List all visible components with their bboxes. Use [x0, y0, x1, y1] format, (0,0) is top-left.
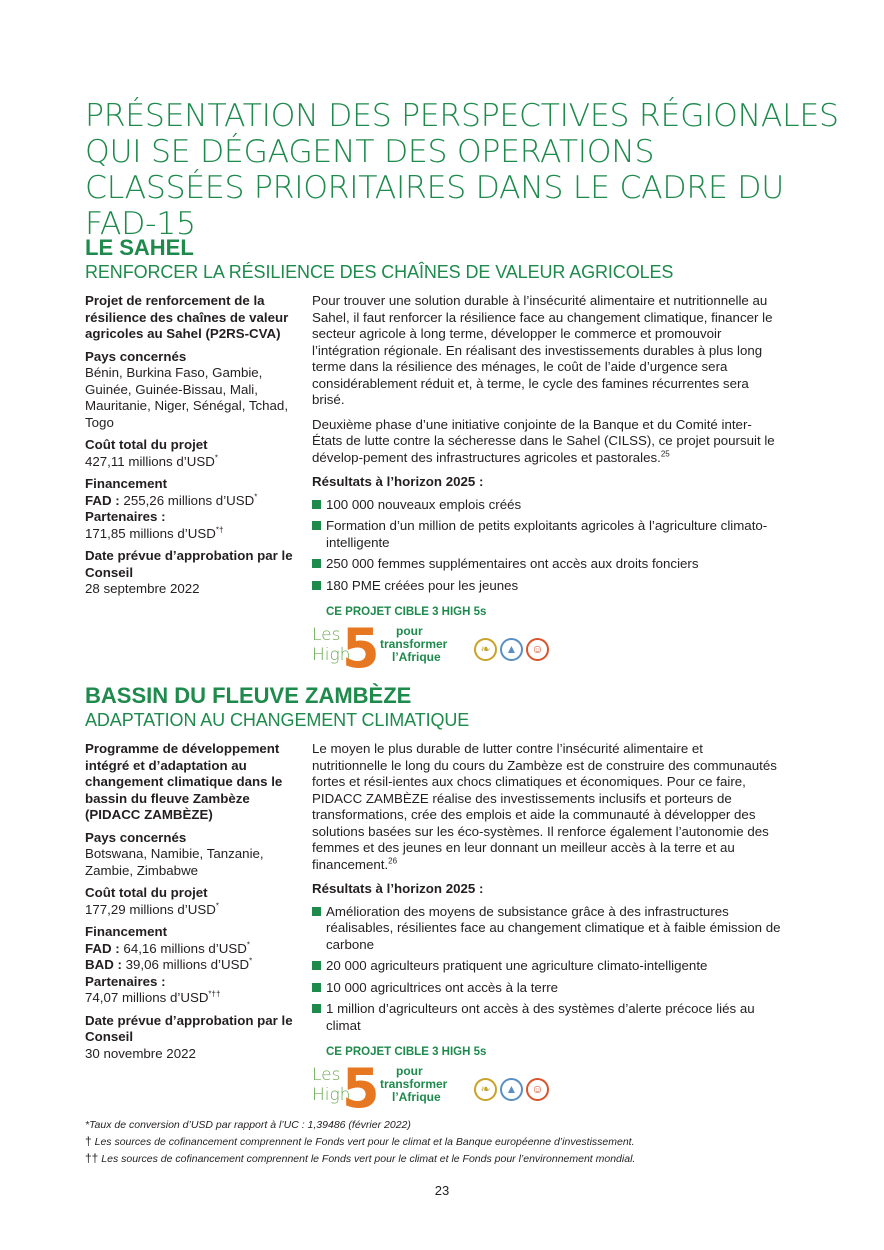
project-summary	[85, 741, 295, 1062]
logo-transformer: transformer	[380, 636, 448, 651]
bullet-square-icon	[312, 961, 321, 970]
footnote-ref-26: 26	[388, 856, 398, 866]
list-item	[312, 578, 782, 595]
partners-mark: *††	[208, 989, 221, 999]
page-title	[85, 98, 845, 242]
result-text: 250 000 femmes supplémentaires ont accès aux droits fonciers	[326, 556, 699, 571]
bullet-square-icon	[312, 983, 321, 992]
cost-value: 177,29 millions d’USD	[85, 901, 216, 917]
bullet-square-icon	[312, 1004, 321, 1013]
project-name: Programme de développement intégré et d’adaptation au changement climatique dans le bassin du fleuve Zambèze (PIDACC ZAMBÈZE)	[85, 741, 283, 822]
fad-mark: *	[246, 940, 250, 950]
high5-logo-row	[312, 616, 782, 680]
cost-row	[85, 902, 295, 919]
cost-label: Coût total du projet	[85, 437, 208, 452]
result-text: 180 PME créées pour les jeunes	[326, 577, 519, 593]
high5-logo	[312, 616, 460, 680]
cost-value: 427,11 millions d’USD	[85, 453, 215, 469]
section-subtitle: RENFORCER LA RÉSILIENCE DES CHAÎNES DE VALEUR AGRICOLES	[85, 262, 674, 282]
fad-row	[85, 493, 295, 510]
results-list	[312, 904, 782, 1035]
financing-label: Financement	[85, 924, 168, 939]
dagger-mark: †	[85, 1134, 92, 1148]
approval-label: Date prévue d’approbation par le Conseil	[85, 1012, 293, 1044]
high5-target-label: CE PROJET CIBLE 3 HIGH 5s	[326, 1046, 487, 1058]
section-sahel	[85, 235, 805, 680]
fad-label: FAD :	[85, 940, 120, 956]
double-dagger-mark: ††	[85, 1151, 99, 1165]
footnote-ref-25: 25	[660, 449, 670, 459]
countries-label: Pays concernés	[85, 348, 187, 364]
footnote-conversion: *Taux de conversion d’USD par rapport à l’UC : 1,39486 (février 2022)	[85, 1119, 411, 1131]
list-item	[312, 497, 782, 514]
partners-row	[85, 526, 295, 543]
bullet-square-icon	[312, 559, 321, 568]
logo-five: 5	[342, 616, 380, 680]
logo-high: High	[312, 1084, 351, 1105]
logo-transformer: transformer	[380, 1076, 448, 1091]
cost-label: Coût total du projet	[85, 885, 208, 900]
description-paragraph-1: Pour trouver une solution durable à l’insécurité alimentaire et nutritionnelle au Sahel, il faut renforcer la résilience face au changement climatique, financer le secteur agricole à long terme, développer le commerce et promouvoir l’intégration régionale. En réalisant des investissements durables à plus long terme dans la résilience des ménages, le coût de l’aide d’urgence sera considérablement réduit et, à terme, le cycle des famines récurrentes sera brisé.	[312, 293, 773, 407]
cost-mark: *	[215, 901, 219, 911]
footnote-double-dagger-text: Les sources de cofinancement comprennent le Fonds vert pour le climat et le Fonds pour l’environnement mondial.	[101, 1153, 636, 1165]
high5-logo-row	[312, 1056, 782, 1120]
project-summary	[85, 293, 295, 598]
mountain-icon: ▲	[500, 1078, 523, 1101]
footnote-double-dagger	[85, 1150, 805, 1167]
bullet-square-icon	[312, 500, 321, 509]
people-icon: ☺	[526, 638, 549, 661]
logo-les: Les	[312, 624, 341, 645]
logo-tagline	[380, 1065, 447, 1104]
section-title: BASSIN DU FLEUVE ZAMBÈZE	[85, 683, 412, 708]
partners-value: 74,07 millions d’USD	[85, 990, 209, 1005]
high5-icons	[474, 1078, 549, 1101]
high5-icons	[474, 638, 549, 661]
result-text: Amélioration des moyens de subsistance grâce à des infrastructures réalisables, résilientes face au changement climatique et à faible émission de carbone	[326, 903, 781, 952]
result-text: 100 000 nouveaux emplois créés	[326, 496, 522, 512]
partners-row	[85, 990, 295, 1007]
approval-date: 30 novembre 2022	[85, 1045, 196, 1061]
fad-mark: *	[254, 492, 258, 502]
approval-label: Date prévue d’approbation par le Conseil	[85, 548, 293, 580]
high5-logo	[312, 1056, 460, 1120]
bad-mark: *	[249, 956, 253, 966]
project-description	[312, 293, 782, 680]
section-title: LE SAHEL	[85, 235, 194, 260]
list-item	[312, 958, 782, 975]
page-title-line-3: CLASSÉES PRIORITAIRES DANS LE CADRE DU FAD-15	[85, 170, 784, 242]
countries-value: Bénin, Burkina Faso, Gambie, Guinée, Guinée-Bissau, Mali, Mauritanie, Niger, Sénégal, Tchad, Togo	[85, 365, 289, 430]
bullet-square-icon	[312, 581, 321, 590]
paragraph-1-text: Le moyen le plus durable de lutter contre l’insécurité alimentaire et nutritionnelle le long du cours du Zambèze est de construire des communautés fortes et résil-ientes aux chocs climatiques et économiques. Pour ce faire, PIDACC ZAMBÈZE réalise des investissements inclusifs et porteurs de transformations, crée des emplois et aide la communauté à développer des solutions basées sur les éco-systèmes. Il renforce également l’autonomie des femmes et des jeunes en leur donnant un meilleur accès à la terre et au financement.	[312, 741, 777, 872]
section-subtitle: ADAPTATION AU CHANGEMENT CLIMATIQUE	[85, 710, 470, 730]
logo-tagline	[380, 625, 447, 664]
logo-afrique: l’Afrique	[392, 649, 441, 664]
results-title: Résultats à l’horizon 2025 :	[312, 474, 484, 489]
list-item	[312, 518, 782, 551]
paragraph-2-text: Deuxième phase d’une initiative conjointe de la Banque et du Comité inter-États de lutte contre la sécheresse dans le Sahel (CILSS), ce projet poursuit le dévelop-pement des infrastructures agricoles et pastorales.	[312, 416, 775, 465]
result-text: Formation d’un million de petits exploitants agricoles à l’agriculture climato-intelligente	[326, 518, 768, 550]
fad-value: 64,16 millions d’USD	[123, 940, 247, 956]
project-description	[312, 741, 782, 1120]
footnotes	[85, 1117, 805, 1167]
result-text: 1 million d’agriculteurs ont accès à des systèmes d’alerte précoce liés au climat	[326, 1001, 755, 1033]
partners-value: 171,85 millions d’USD	[85, 525, 216, 541]
fad-row	[85, 941, 295, 958]
cost-row	[85, 454, 295, 471]
partners-label: Partenaires :	[85, 973, 166, 989]
page-title-line-1: PRÉSENTATION DES PERSPECTIVES RÉGIONALES	[85, 98, 839, 134]
list-item	[312, 904, 782, 954]
page-number: 23	[434, 1183, 450, 1198]
list-item	[312, 980, 782, 997]
bad-value: 39,06 millions d’USD	[125, 957, 250, 972]
logo-afrique: l’Afrique	[392, 1089, 441, 1104]
logo-five: 5	[342, 1056, 380, 1120]
logo-high: High	[312, 644, 351, 665]
approval-date: 28 septembre 2022	[85, 581, 200, 596]
logo-pour: pour	[396, 623, 423, 638]
people-icon: ☺	[526, 1078, 549, 1101]
high5-target-label: CE PROJET CIBLE 3 HIGH 5s	[326, 606, 487, 618]
fad-value: 255,26 millions d’USD	[123, 492, 255, 508]
results-list	[312, 497, 782, 595]
list-item	[312, 1001, 782, 1034]
partners-mark: *†	[215, 525, 224, 535]
wheat-icon: ❧	[474, 638, 497, 661]
cost-mark: *	[214, 453, 218, 463]
bullet-square-icon	[312, 521, 321, 530]
description-paragraph-1	[312, 741, 782, 873]
fad-label: FAD :	[85, 492, 120, 508]
countries-label: Pays concernés	[85, 829, 187, 845]
footnote-dagger-text: Les sources de cofinancement comprennent le Fonds vert pour le climat et la Banque européenne d’investissement.	[94, 1136, 635, 1148]
project-name: Projet de renforcement de la résilience des chaînes de valeur agricoles au Sahel (P2RS-CVA)	[85, 293, 289, 341]
financing-label: Financement	[85, 476, 168, 491]
wheat-icon: ❧	[474, 1078, 497, 1101]
mountain-icon: ▲	[500, 638, 523, 661]
countries-value: Botswana, Namibie, Tanzanie, Zambie, Zimbabwe	[85, 846, 264, 878]
results-title: Résultats à l’horizon 2025 :	[312, 881, 484, 896]
logo-pour: pour	[396, 1063, 423, 1078]
list-item	[312, 556, 782, 573]
bad-label: BAD :	[85, 957, 122, 972]
partners-label: Partenaires :	[85, 509, 166, 524]
result-text: 10 000 agricultrices ont accès à la terre	[326, 979, 559, 995]
description-paragraph-2	[312, 417, 782, 467]
logo-les: Les	[312, 1064, 341, 1085]
result-text: 20 000 agriculteurs pratiquent une agriculture climato-intelligente	[326, 958, 708, 973]
page-title-line-2: QUI SE DÉGAGENT DES OPERATIONS	[85, 134, 655, 170]
bad-row	[85, 957, 295, 974]
bullet-square-icon	[312, 907, 321, 916]
section-zambeze	[85, 683, 805, 1120]
footnote-dagger	[85, 1133, 805, 1150]
